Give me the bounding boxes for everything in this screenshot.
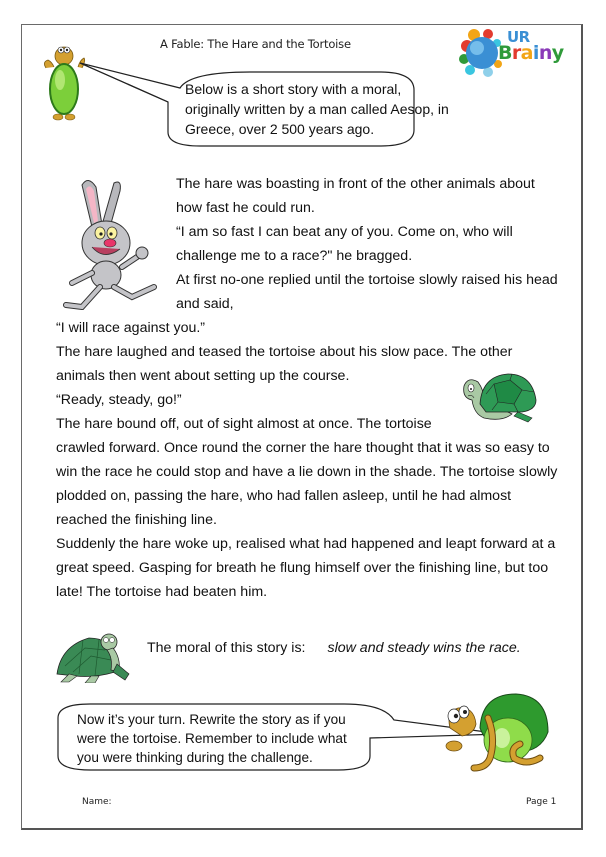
story-line: Suddenly the hare woke up, realised what had happened and leapt forward at a xyxy=(56,536,556,552)
story-line: reached the finishing line. xyxy=(56,512,217,528)
story-line: animals then went about setting up the course. xyxy=(56,368,350,384)
story-line: The hare bound off, out of sight almost at once. The tortoise xyxy=(56,416,432,432)
tortoise-moral-icon xyxy=(55,628,135,683)
name-label: Name: xyxy=(82,797,112,807)
story-line: At first no-one replied until the tortoise slowly raised his head xyxy=(176,272,558,288)
story-line: challenge me to a race?" he bragged. xyxy=(176,248,413,264)
logo-letter: a xyxy=(520,42,533,64)
task-line: Now it’s your turn. Rewrite the story as if you xyxy=(77,712,346,727)
moral-text: slow and steady wins the race. xyxy=(327,640,521,656)
logo-text-brainy xyxy=(498,42,564,64)
task-bubble-text xyxy=(77,710,347,767)
logo-text-ur: UR xyxy=(507,28,530,46)
intro-line: Below is a short story with a moral, xyxy=(185,81,402,97)
story-line: plodded on, passing the hare, who had fallen asleep, until he had almost xyxy=(56,488,512,504)
logo-letter: n xyxy=(538,42,552,64)
story-line: and said, xyxy=(176,296,234,312)
page-title: A Fable: The Hare and the Tortoise xyxy=(160,37,351,51)
running-hare-icon xyxy=(62,175,162,310)
moral-label: The moral of this story is: xyxy=(147,640,306,656)
logo-letter: i xyxy=(532,42,539,64)
logo-letter: r xyxy=(511,42,521,64)
task-line: you were thinking during the challenge. xyxy=(77,750,313,765)
story-line: great speed. Gasping for breath he flung himself over the finishing line, but too xyxy=(56,560,549,576)
story-line: win the race he could stop and have a lie down in the shade. The tortoise slowly xyxy=(56,464,558,480)
story-line: The hare laughed and teased the tortoise about his slow pace. The other xyxy=(56,344,513,360)
page-number: Page 1 xyxy=(526,797,557,807)
story-line: “Ready, steady, go!” xyxy=(56,392,182,408)
sad-tortoise-icon xyxy=(462,370,540,425)
cartoon-tortoise-character-icon xyxy=(440,688,560,776)
intro-line: originally written by a man called Aesop, in xyxy=(185,101,449,117)
story-line: “I will race against you.” xyxy=(56,320,206,336)
intro-bubble-text xyxy=(185,79,449,139)
story-line: The hare was boasting in front of the other animals about xyxy=(176,176,535,192)
story-line: late! The tortoise had beaten him. xyxy=(56,584,268,600)
intro-line: Greece, over 2 500 years ago. xyxy=(185,121,375,137)
moral-statement xyxy=(147,640,521,656)
logo-letter: y xyxy=(551,42,564,64)
story-line: how fast he could run. xyxy=(176,200,315,216)
story-line: crawled forward. Once round the corner the hare thought that it was so easy to xyxy=(56,440,550,456)
task-line: were the tortoise. Remember to include what xyxy=(77,731,347,746)
logo-letter: B xyxy=(498,42,512,64)
urbrainy-logo xyxy=(458,26,588,80)
story-line: “I am so fast I can beat any of you. Come on, who will xyxy=(176,224,513,240)
